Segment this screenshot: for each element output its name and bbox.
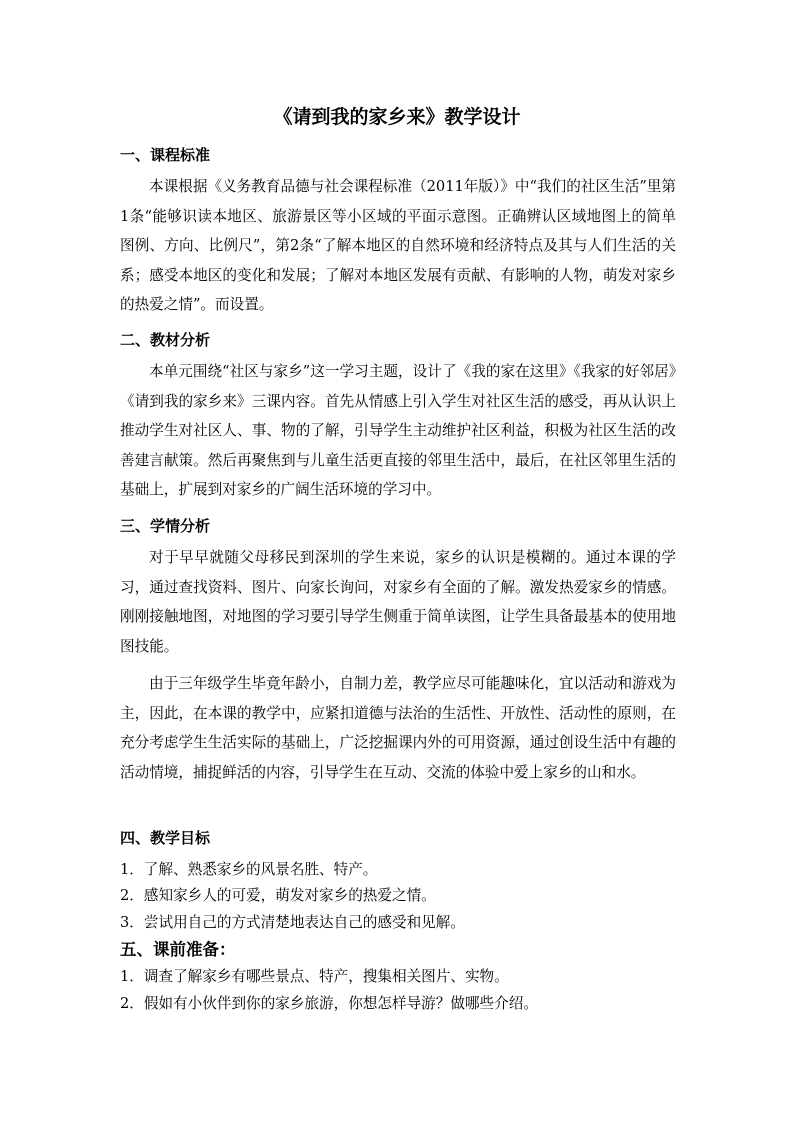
section-heading-learner-analysis: 三、学情分析 [120,517,211,535]
section-heading-textbook-analysis: 二、教材分析 [120,331,211,349]
document-title: 《请到我的家乡来》教学设计 [273,106,521,128]
preparation-item: 2．假如有小伙伴到你的家乡旅游，你想怎样导游？做哪些介绍。 [120,995,538,1012]
section-heading-curriculum-standard: 一、课程标准 [120,146,211,164]
objective-item: 2．感知家乡人的可爱，萌发对家乡的热爱之情。 [120,887,436,904]
paragraph-textbook-analysis: 本单元围绕“社区与家乡”这一学习主题，设计了《我的家在这里》《我家的好邻居》《请到我的家乡来》三课内容。首先从情感上引入学生对社区生活的感受，再从认识上推动学生对社区人、事、物的了解，引导学生主动维护社区利益，积极为社区生活的改善建言献策。然后再聚焦到与儿童生活更直接的邻里生活中，最后，在社区邻里生活的基础上，扩展到对家乡的广阔生活环境的学习中。 [120,363,676,498]
preparation-item: 1．调查了解家乡有哪些景点、特产，搜集相关图片、实物。 [120,968,509,985]
objective-item: 1．了解、熟悉家乡的风景名胜、特产。 [120,861,378,878]
paragraph-curriculum-standard: 本课根据《义务教育品德与社会课程标准（2011年版）》中“我们的社区生活”里第1条“能够识读本地区、旅游景区等小区域的平面示意图。正确辨认区域地图上的简单图例、方向、比例尺”，第2条“了解本地区的自然环境和经济特点及其与人们生活的关系；感受本地区的变化和发展；了解对本地区发展有贡献、有影响的人物，萌发对家乡的热爱之情”。而设置。 [120,178,676,313]
objective-item: 3．尝试用自己的方式清楚地表达自己的感受和见解。 [120,914,465,931]
paragraph-learner-analysis-2: 由于三年级学生毕竟年龄小，自制力差，教学应尽可能趣味化，宜以活动和游戏为主，因此，在本课的教学中，应紧扣道德与法治的生活性、开放性、活动性的原则，在充分考虑学生生活实际的基础上，广泛挖掘课内外的可用资源，通过创设生活中有趣的活动情境，捕捉鲜活的内容，引导学生在互动、交流的体验中爱上家乡的山和水。 [120,675,676,781]
section-heading-teaching-objectives: 四、教学目标 [120,829,211,847]
paragraph-learner-analysis-1: 对于早早就随父母移民到深圳的学生来说，家乡的认识是模糊的。通过本课的学习，通过查找资料、图片、向家长询问，对家乡有全面的了解。激发热爱家乡的情感。刚刚接触地图，对地图的学习要引导学生侧重于简单读图，让学生具备最基本的使用地图技能。 [120,549,676,655]
section-heading-preparation: 五、课前准备： [120,940,236,959]
